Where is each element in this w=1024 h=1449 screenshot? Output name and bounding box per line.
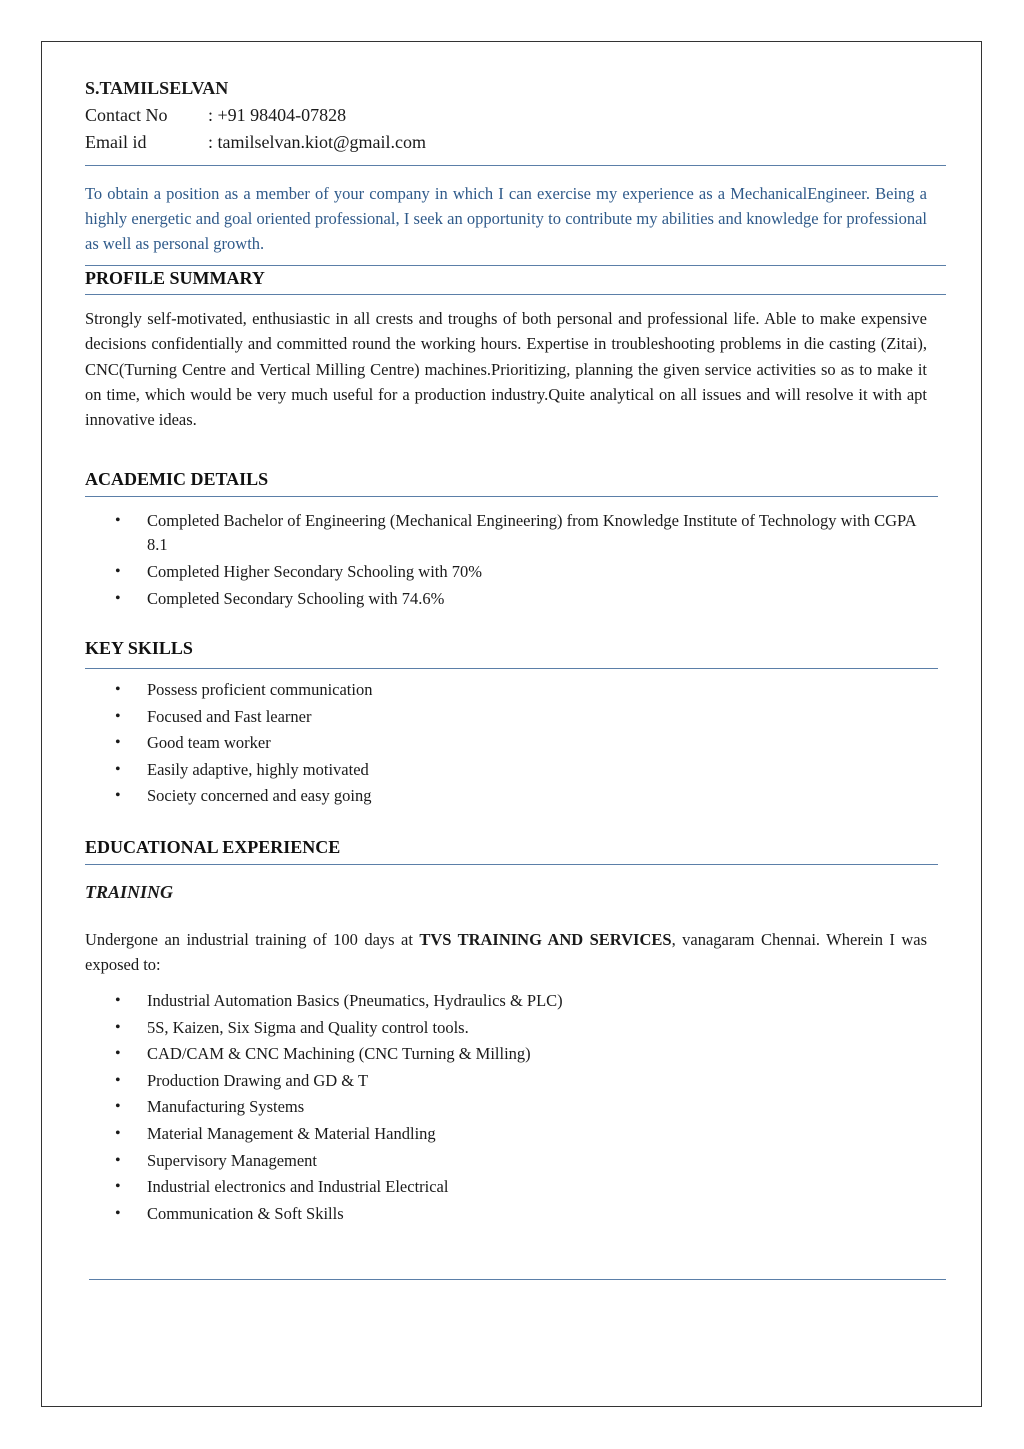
contact-number-row (85, 105, 346, 126)
training-topic: • 5S, Kaizen, Six Sigma and Quality control tools. (85, 1016, 915, 1040)
training-topic: • Industrial electronics and Industrial Electrical (85, 1175, 915, 1199)
training-topic: • Manufacturing Systems (85, 1095, 915, 1119)
training-company: TVS TRAINING AND SERVICES (419, 930, 672, 949)
training-topic: • Production Drawing and GD & T (85, 1069, 915, 1093)
academic-item: • Completed Secondary Schooling with 74.6% (85, 587, 927, 611)
educational-experience-heading: EDUCATIONAL EXPERIENCE (85, 837, 341, 857)
academic-list (85, 509, 927, 611)
skill-item: • Easily adaptive, highly motivated (85, 758, 915, 782)
profile-summary-divider (85, 294, 946, 295)
training-topic: • Material Management & Material Handling (85, 1122, 915, 1146)
academic-item: • Completed Bachelor of Engineering (Mechanical Engineering) from Knowledge Institute of Technology with CGPA 8.1 (85, 509, 927, 557)
training-topics-list (85, 989, 915, 1226)
training-intro (85, 927, 927, 978)
key-skills-heading: KEY SKILLS (85, 638, 193, 658)
training-intro-text-end: , vanagaram Chennai. Wherein I was exposed to: (85, 930, 928, 975)
email-label: Email id (85, 132, 147, 152)
academic-divider (85, 496, 938, 497)
skills-list (85, 678, 915, 808)
training-topic: • CAD/CAM & CNC Machining (CNC Turning & Milling) (85, 1042, 915, 1066)
email-value: : tamilselvan.kiot@gmail.com (208, 132, 427, 152)
training-topic: • Supervisory Management (85, 1149, 915, 1173)
footer-divider (89, 1279, 946, 1280)
skill-item: • Good team worker (85, 731, 915, 755)
contact-label: Contact No (85, 105, 168, 125)
email-row (85, 132, 426, 153)
profile-summary-heading: PROFILE SUMMARY (85, 268, 265, 288)
academic-details-heading: ACADEMIC DETAILS (85, 469, 269, 489)
key-skills-divider (85, 668, 938, 669)
profile-summary-text: Strongly self-motivated, enthusiastic in all crests and troughs of both personal and professional life. Able to make expensive decisions confidentially and committed round the working hours. Expertise in troubleshooting problems in die casting (Zitai), CNC(Turning Centre and Vertical Milling Centre) machines.Prioritizing, planning the given service activities so as to make it on time, which would be very much useful for a production industry.Quite analytical on all issues and will resolve it with apt innovative ideas. (85, 309, 927, 430)
training-heading: TRAINING (85, 882, 174, 902)
header-divider (85, 165, 946, 166)
skill-item: • Focused and Fast learner (85, 705, 915, 729)
training-topic: • Industrial Automation Basics (Pneumatics, Hydraulics & PLC) (85, 989, 915, 1013)
training-intro-text: Undergone an industrial training of 100 days at (85, 930, 420, 949)
candidate-name: S.TAMILSELVAN (85, 78, 229, 98)
career-objective: To obtain a position as a member of your company in which I can exercise my experience as a MechanicalEngineer. Being a highly energetic and goal oriented professional, I seek an opportunity to contribute my abilities and knowledge for professional as well as personal growth. (85, 184, 927, 253)
objective-divider (85, 265, 946, 266)
academic-item: • Completed Higher Secondary Schooling with 70% (85, 560, 927, 584)
contact-value: : +91 98404-07828 (208, 105, 347, 125)
educational-experience-divider (85, 864, 938, 865)
skill-item: • Society concerned and easy going (85, 784, 915, 808)
training-topic: • Communication & Soft Skills (85, 1202, 915, 1226)
skill-item: • Possess proficient communication (85, 678, 915, 702)
